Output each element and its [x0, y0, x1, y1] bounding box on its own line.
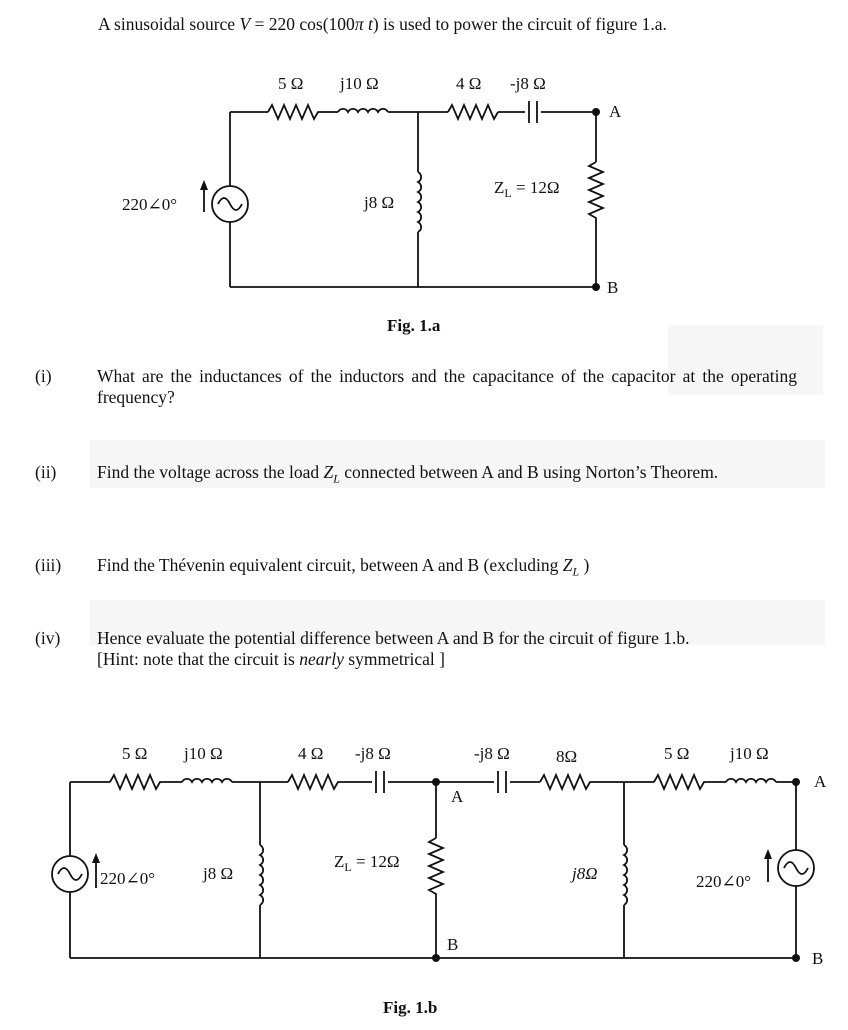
terminal-node [792, 954, 800, 962]
circuit-figure-1a [0, 0, 848, 320]
figure-caption-1b: Fig. 1.b [383, 998, 438, 1017]
resistor-symbol [589, 162, 603, 222]
label-capacitor: -j8 Ω [510, 74, 546, 93]
resistor-symbol [110, 775, 164, 789]
terminal-node [792, 778, 800, 786]
label-inductor-j8: j8 Ω [364, 193, 395, 212]
intro-sentence: A sinusoidal source V = 220 cos(100π t) is used to power the circuit of figure 1.a. [98, 14, 667, 34]
label-node-a: A [609, 102, 622, 121]
wires-1b [70, 782, 796, 958]
inductor-symbol [260, 845, 263, 905]
label-inductor-j8-right: j8Ω [572, 864, 598, 883]
label-capacitor-left: -j8 Ω [355, 744, 391, 763]
resistor-symbol [268, 105, 322, 119]
capacitor-symbol [376, 771, 384, 793]
inductor-symbol [338, 109, 388, 112]
resistor-symbol [540, 775, 594, 789]
question-number: (ii) [35, 462, 57, 482]
ac-source-symbol [764, 849, 814, 886]
label-node-b: B [607, 278, 619, 297]
label-resistor-4: 4 Ω [456, 74, 482, 93]
question-text: Hence evaluate the potential difference between A and B for the circuit of figure 1.b. [Hint: note that the circuit is nearly symmetrical ] [97, 628, 797, 670]
label-capacitor-right: -j8 Ω [474, 744, 510, 763]
inductor-symbol [726, 779, 776, 782]
question-text: Find the voltage across the load $Z_L$ connected between A and B using Norton’s Theorem. [97, 462, 719, 486]
label-load: $Z_L = 12\Omega$ [334, 852, 400, 874]
figure-caption-1a: Fig. 1.a [387, 316, 441, 335]
label-inductor-j10-left: j10 Ω [184, 744, 223, 763]
wires-1a [230, 112, 596, 287]
junction-node [432, 778, 440, 786]
label-inductor-j8-left: j8 Ω [203, 864, 234, 883]
resistor-symbol [654, 775, 708, 789]
capacitor-symbol [498, 771, 506, 793]
resistor-symbol [288, 775, 342, 789]
label-source: 220∠0° [122, 195, 178, 214]
label-node-b-terminal: B [812, 949, 824, 968]
hint-text: [Hint: note that the circuit is nearly symmetrical ] [97, 649, 445, 669]
resistor-symbol [448, 105, 498, 119]
label-mid-b: B [447, 935, 459, 954]
terminal-node [592, 108, 600, 116]
question-number: (iv) [35, 628, 61, 648]
label-source-right: 220∠0° [696, 872, 752, 891]
inductor-symbol [624, 845, 627, 905]
question-number: (i) [35, 366, 52, 386]
capacitor-symbol [529, 101, 537, 123]
label-resistor-5-left: 5 Ω [122, 744, 148, 763]
label-resistor-8: 8Ω [556, 747, 578, 766]
circuit-figure-1b [0, 720, 848, 990]
label-resistor-5-right: 5 Ω [664, 744, 690, 763]
label-inductor-j10-right: j10 Ω [730, 744, 769, 763]
junction-node [432, 954, 440, 962]
question-text: Find the Thévenin equivalent circuit, between A and B (excluding $Z_L$ ) [97, 555, 590, 579]
label-mid-a: A [451, 787, 464, 806]
label-node-a-terminal: A [814, 772, 827, 791]
question-number: (iii) [35, 555, 62, 575]
label-inductor-j10: j10 Ω [340, 74, 379, 93]
question-text: What are the inductances of the inductors and the capacitance of the capacitor at the operating frequency? [97, 366, 797, 407]
ac-source-symbol [52, 853, 100, 892]
inductor-symbol [418, 172, 421, 232]
label-resistor-5: 5 Ω [278, 74, 304, 93]
ac-source-symbol [200, 180, 248, 222]
inductor-symbol [182, 779, 232, 782]
terminal-node [592, 283, 600, 291]
label-source-left: 220∠0° [100, 869, 156, 888]
label-resistor-4: 4 Ω [298, 744, 324, 763]
label-load: $Z_L = 12\Omega$ [494, 178, 560, 200]
resistor-symbol [429, 838, 443, 898]
